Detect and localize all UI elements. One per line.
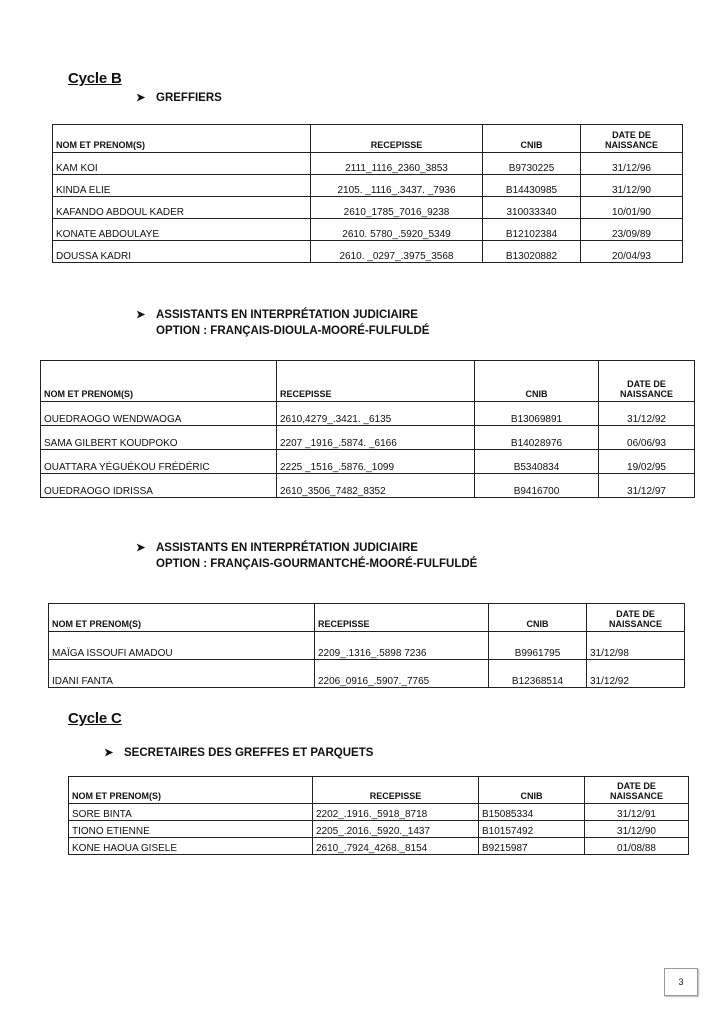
section-heading-assistants-gourmantche xyxy=(136,540,477,572)
cell-cnib: B14430985 xyxy=(483,175,581,197)
header-recepisse: RECEPISSE xyxy=(277,361,475,402)
cell-cnib: B9215987 xyxy=(479,838,585,855)
header-recepisse: RECEPISSE xyxy=(311,125,483,153)
cell-date: 31/12/91 xyxy=(585,804,689,821)
header-cnib: CNIB xyxy=(489,604,587,632)
header-recepisse: RECEPISSE xyxy=(315,604,489,632)
cell-cnib: B14028976 xyxy=(475,426,599,450)
cell-date: 01/08/88 xyxy=(585,838,689,855)
cell-name: SORE BINTA xyxy=(69,804,313,821)
cycle-c-heading: Cycle C xyxy=(68,710,122,727)
cell-recepisse: 2225 _1516_.5876._1099 xyxy=(277,450,475,474)
page-number: 3 xyxy=(664,968,698,996)
cell-cnib: B9961795 xyxy=(489,632,587,660)
header-date: DATE DE NAISSANCE xyxy=(581,125,683,153)
cell-date: 19/02/95 xyxy=(599,450,695,474)
arrow-bullet-icon: ➤ xyxy=(136,309,146,321)
table-row xyxy=(49,632,685,660)
cell-date: 31/12/90 xyxy=(585,821,689,838)
table-row xyxy=(41,402,695,426)
table-row xyxy=(41,426,695,450)
section-heading-secretaires xyxy=(104,745,373,761)
table-header-row xyxy=(53,125,683,153)
table-row xyxy=(69,821,689,838)
cell-date: 31/12/98 xyxy=(587,632,685,660)
cell-date: 20/04/93 xyxy=(581,241,683,263)
table-row xyxy=(41,450,695,474)
cell-date: 31/12/92 xyxy=(599,402,695,426)
table-row xyxy=(53,219,683,241)
cell-date: 06/06/93 xyxy=(599,426,695,450)
cell-cnib: B10157492 xyxy=(479,821,585,838)
cell-name: DOUSSA KADRI xyxy=(53,241,311,263)
cell-name: SAMA GILBERT KOUDPOKO xyxy=(41,426,277,450)
table-row xyxy=(49,660,685,688)
cell-recepisse: 2209_.1316_.5898 7236 xyxy=(315,632,489,660)
cell-cnib: B13020882 xyxy=(483,241,581,263)
header-name: NOM ET PRENOM(S) xyxy=(49,604,315,632)
header-cnib: CNIB xyxy=(479,777,585,804)
cell-recepisse: 2111_1116_2360_3853 xyxy=(311,153,483,175)
cell-date: 31/12/96 xyxy=(581,153,683,175)
cell-name: MAÏGA ISSOUFI AMADOU xyxy=(49,632,315,660)
cell-cnib: 310033340 xyxy=(483,197,581,219)
table-row xyxy=(53,197,683,219)
cell-recepisse: 2610_3506_7482_8352 xyxy=(277,474,475,498)
cell-cnib: B13069891 xyxy=(475,402,599,426)
header-recepisse: RECEPISSE xyxy=(313,777,479,804)
table-assistants-gourmantche xyxy=(48,603,685,688)
cell-recepisse: 2205_.2016._5920._1437 xyxy=(313,821,479,838)
section-heading-greffiers xyxy=(136,90,222,106)
cell-recepisse: 2610,4279_.3421. _6135 xyxy=(277,402,475,426)
cell-recepisse: 2610_1785_7016_9238 xyxy=(311,197,483,219)
section-subtitle: OPTION : FRANÇAIS-GOURMANTCHÉ-MOORÉ-FULFULDÉ xyxy=(156,558,478,570)
arrow-bullet-icon: ➤ xyxy=(136,92,146,104)
header-cnib: CNIB xyxy=(483,125,581,153)
cell-name: KINDA ELIE xyxy=(53,175,311,197)
cell-name: OUEDRAOGO WENDWAOGA xyxy=(41,402,277,426)
cell-cnib: B12102384 xyxy=(483,219,581,241)
section-subtitle: OPTION : FRANÇAIS-DIOULA-MOORÉ-FULFULDÉ xyxy=(156,325,430,337)
cell-date: 31/12/92 xyxy=(587,660,685,688)
cell-recepisse: 2202_.1916._5918_8718 xyxy=(313,804,479,821)
section-heading-assistants-dioula xyxy=(136,307,429,339)
arrow-bullet-icon: ➤ xyxy=(136,542,146,554)
table-header-row xyxy=(69,777,689,804)
header-cnib: CNIB xyxy=(475,361,599,402)
cell-recepisse: 2206_0916_.5907._7765 xyxy=(315,660,489,688)
header-name: NOM ET PRENOM(S) xyxy=(53,125,311,153)
cycle-b-heading: Cycle B xyxy=(68,70,122,87)
cell-recepisse: 2207 _1916_.5874. _6166 xyxy=(277,426,475,450)
header-date: DATE DE NAISSANCE xyxy=(587,604,685,632)
cell-cnib: B5340834 xyxy=(475,450,599,474)
table-row xyxy=(41,474,695,498)
table-row xyxy=(53,175,683,197)
table-row xyxy=(53,153,683,175)
cell-cnib: B9730225 xyxy=(483,153,581,175)
table-secretaires xyxy=(68,776,689,855)
section-title: SECRETAIRES DES GREFFES ET PARQUETS xyxy=(124,747,374,759)
table-greffiers xyxy=(52,124,683,263)
section-title: GREFFIERS xyxy=(156,92,222,104)
cell-name: OUEDRAOGO IDRISSA xyxy=(41,474,277,498)
table-header-row xyxy=(49,604,685,632)
arrow-bullet-icon: ➤ xyxy=(104,747,114,759)
cell-cnib: B12368514 xyxy=(489,660,587,688)
cell-cnib: B15085334 xyxy=(479,804,585,821)
cell-name: TIONO ETIENNE xyxy=(69,821,313,838)
cell-date: 10/01/90 xyxy=(581,197,683,219)
cell-cnib: B9416700 xyxy=(475,474,599,498)
header-date: DATE DE NAISSANCE xyxy=(585,777,689,804)
table-row xyxy=(69,804,689,821)
cell-name: KAM KOI xyxy=(53,153,311,175)
cell-date: 23/09/89 xyxy=(581,219,683,241)
section-title: ASSISTANTS EN INTERPRÉTATION JUDICIAIRE xyxy=(156,309,418,321)
cell-recepisse: 2105. _1116_.3437. _7936 xyxy=(311,175,483,197)
cell-date: 31/12/97 xyxy=(599,474,695,498)
table-header-row xyxy=(41,361,695,402)
header-name: NOM ET PRENOM(S) xyxy=(41,361,277,402)
section-title: ASSISTANTS EN INTERPRÉTATION JUDICIAIRE xyxy=(156,542,418,554)
header-name: NOM ET PRENOM(S) xyxy=(69,777,313,804)
cell-name: OUATTARA YÉGUÉKOU FRÉDÉRIC xyxy=(41,450,277,474)
cell-recepisse: 2610. 5780_.5920_5349 xyxy=(311,219,483,241)
header-date: DATE DE NAISSANCE xyxy=(599,361,695,402)
cell-recepisse: 2610_.7924_4268._8154 xyxy=(313,838,479,855)
cell-date: 31/12/90 xyxy=(581,175,683,197)
table-assistants-dioula xyxy=(40,360,695,498)
cell-name: KONATE ABDOULAYE xyxy=(53,219,311,241)
table-row xyxy=(69,838,689,855)
cell-name: KONE HAOUA GISELE xyxy=(69,838,313,855)
cell-name: KAFANDO ABDOUL KADER xyxy=(53,197,311,219)
cell-recepisse: 2610. _0297_.3975_3568 xyxy=(311,241,483,263)
cell-name: IDANI FANTA xyxy=(49,660,315,688)
table-row xyxy=(53,241,683,263)
